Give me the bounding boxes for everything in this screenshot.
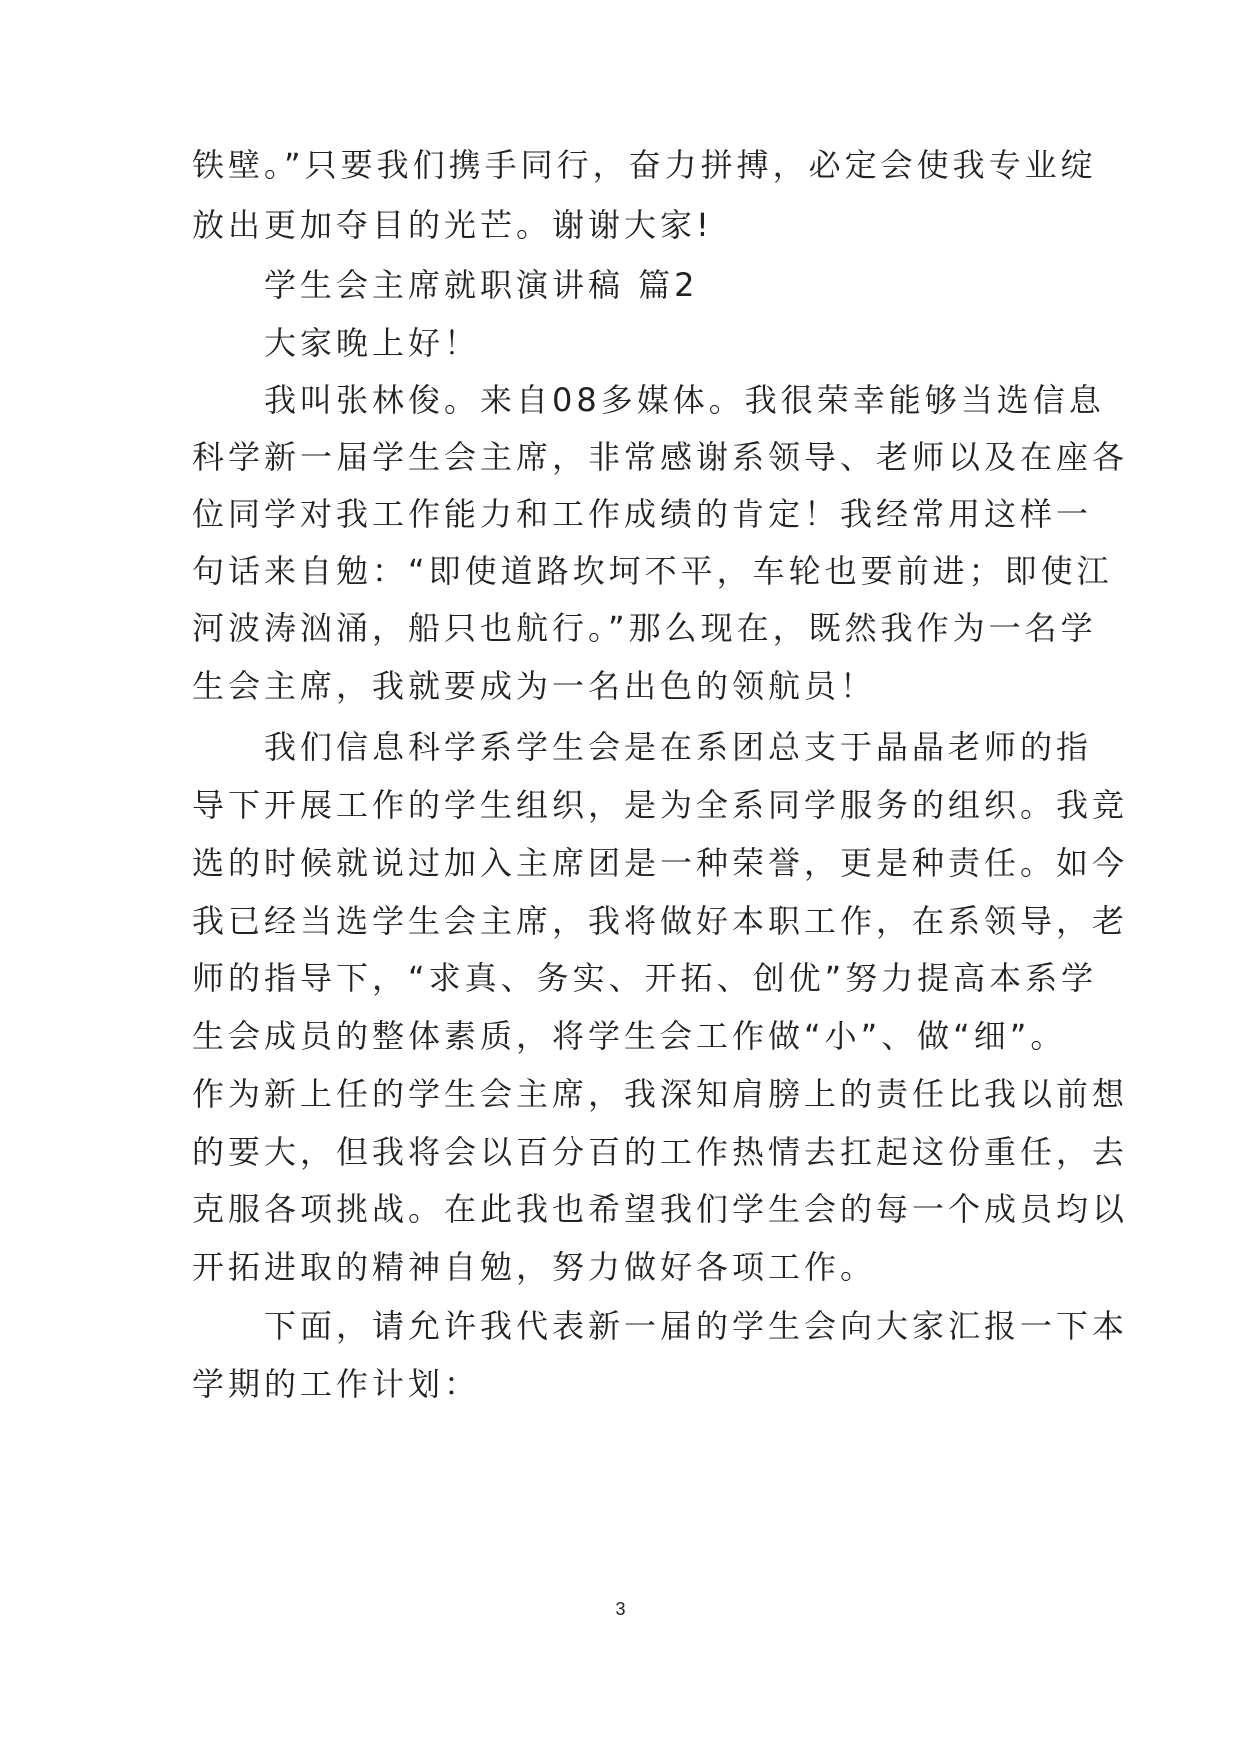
text-line: 作为新上任的学生会主席，我深知肩膀上的责任比我以前想 bbox=[192, 1075, 1129, 1113]
text-line: 师的指导下，“求真、务实、开拓、创优”努力提高本系学 bbox=[192, 959, 1098, 997]
page-number: 3 bbox=[615, 1599, 626, 1619]
greeting-line: 大家晚上好！ bbox=[264, 324, 481, 362]
text-line: 下面，请允许我代表新一届的学生会向大家汇报一下本 bbox=[264, 1307, 1129, 1345]
text-line: 我叫张林俊。来自08多媒体。我很荣幸能够当选信息 bbox=[264, 381, 1105, 419]
text-line: 生会成员的整体素质，将学生会工作做“小”、做“细”。 bbox=[192, 1017, 1067, 1055]
text-line: 我们信息科学系学生会是在系团总支于晶晶老师的指 bbox=[264, 728, 1093, 766]
text-line: 铁壁。”只要我们携手同行，奋力拼搏，必定会使我专业绽 bbox=[192, 146, 1097, 184]
text-line: 位同学对我工作能力和工作成绩的肯定！我经常用这样一 bbox=[192, 495, 1093, 533]
text-line: 选的时候就说过加入主席团是一种荣誉，更是种责任。如今 bbox=[192, 844, 1129, 882]
text-line: 导下开展工作的学生组织，是为全系同学服务的组织。我竞 bbox=[192, 786, 1129, 824]
section-heading: 学生会主席就职演讲稿 篇2 bbox=[264, 266, 699, 304]
text-line: 开拓进取的精神自勉，努力做好各项工作。 bbox=[192, 1248, 877, 1286]
text-line: 河波涛汹涌，船只也航行。”那么现在，既然我作为一名学 bbox=[192, 609, 1097, 647]
text-line: 学期的工作计划： bbox=[192, 1365, 481, 1403]
text-line: 生会主席，我就要成为一名出色的领航员！ bbox=[192, 667, 877, 705]
text-line: 我已经当选学生会主席，我将做好本职工作，在系领导，老 bbox=[192, 902, 1129, 940]
text-line: 放出更加夺目的光芒。谢谢大家! bbox=[192, 206, 713, 244]
text-line: 句话来自勉：“即使道路坎坷不平，车轮也要前进；即使江 bbox=[192, 552, 1113, 590]
text-line: 克服各项挑战。在此我也希望我们学生会的每一个成员均以 bbox=[192, 1190, 1129, 1228]
text-line: 科学新一届学生会主席，非常感谢系领导、老师以及在座各 bbox=[192, 438, 1129, 476]
text-line: 的要大，但我将会以百分百的工作热情去扛起这份重任，去 bbox=[192, 1133, 1129, 1171]
